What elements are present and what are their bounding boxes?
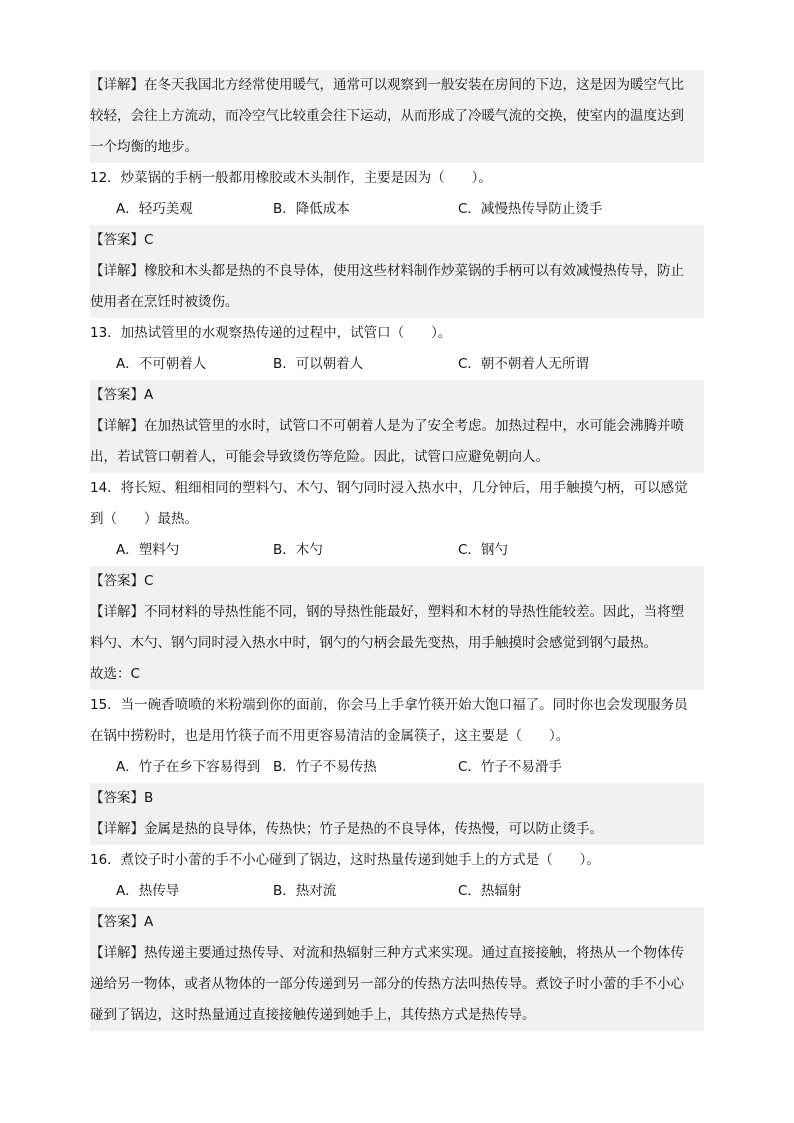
question-stem: 15．当一碗香喷喷的米粉端到你的面前，你会马上手拿竹筷开始大饱口福了。同时你也会发现服务员 [90,697,688,713]
question-12 [90,163,704,225]
options-row [90,349,704,380]
options-row [90,194,704,225]
text-line: 递给另一物体，或者从物体的一部分传递到另一部分的传热方法叫热传导。煮饺子时小蕾的手不小心 [90,976,684,992]
answer-block-12 [90,225,704,318]
option-c: C．竹子不易滑手 [458,759,562,775]
option-a: A．不可朝着人 [116,356,207,372]
option-a: A．竹子在乡下容易得到 [116,759,261,775]
option-b: B．可以朝着人 [273,356,364,372]
option-c: C．朝不朝着人无所谓 [458,356,589,372]
answer-line: 【答案】C [90,232,154,248]
text-line: 使用者在烹饪时被烫伤。 [90,294,239,310]
question-14 [90,473,704,566]
question-16 [90,845,704,907]
text-line: 【详解】在冬天我国北方经常使用暖气，通常可以观察到一般安装在房间的下边，这是因为暖空气比 [90,77,684,93]
question-stem: 16．煮饺子时小蕾的手不小心碰到了锅边，这时热量传递到她手上的方式是（ ）。 [90,852,600,868]
text-line: 故选：C [90,666,140,682]
text-line: 【详解】在加热试管里的水时，试管口不可朝着人是为了安全考虑。加热过程中，水可能会沸腾并喷 [90,418,684,434]
option-b: B．木勺 [273,542,323,558]
text-line: 碰到了锅边，这时热量通过直接接触传递到她手上，其传热方式是热传导。 [90,1007,536,1023]
option-b: B．降低成本 [273,201,350,217]
answer-block-15 [90,783,704,845]
text-line: 一个均衡的地步。 [90,139,198,155]
text-line: 较轻，会往上方流动，而冷空气比较重会往下运动，从而形成了冷暖气流的交换，使室内的温度达到 [90,108,684,124]
answer-block-14 [90,566,704,690]
answer-block-16 [90,907,704,1031]
explanation-block-11 [90,70,704,163]
question-stem: 在锅中捞粉时，也是用竹筷子而不用更容易清洁的金属筷子，这主要是（ ）。 [90,728,570,744]
answer-line: 【答案】C [90,573,154,589]
answer-block-13 [90,380,704,473]
text-line: 【详解】热传递主要通过热传导、对流和热辐射三种方式来实现。通过直接接触，将热从一个物体传 [90,945,684,961]
text-line: 【详解】橡胶和木头都是热的不良导体，使用这些材料制作炒菜锅的手柄可以有效减慢热传导，防止 [90,263,684,279]
answer-line: 【答案】A [90,387,154,403]
question-15 [90,690,704,783]
option-a: A．热传导 [116,883,180,899]
options-row [90,752,704,783]
option-c: C．减慢热传导防止烫手 [458,201,603,217]
option-b: B．竹子不易传热 [273,759,377,775]
text-line: 料勺、木勺、钢勺同时浸入热水中时，钢勺的勺柄会最先变热，用手触摸时会感觉到钢勺最热。 [90,635,657,651]
question-13 [90,318,704,380]
options-row [90,535,704,566]
text-line: 出，若试管口朝着人，可能会导致烫伤等危险。因此，试管口应避免朝向人。 [90,449,549,465]
question-stem: 13．加热试管里的水观察热传递的过程中，试管口（ ）。 [90,325,452,341]
option-c: C．钢勺 [458,542,508,558]
answer-line: 【答案】B [90,790,154,806]
option-a: A．轻巧美观 [116,201,193,217]
text-line: 【详解】不同材料的导热性能不同，钢的导热性能最好，塑料和木材的导热性能较差。因此，当将塑 [90,604,684,620]
option-c: C．热辐射 [458,883,522,899]
question-stem: 到（ ）最热。 [90,511,198,527]
options-row [90,876,704,907]
answer-line: 【答案】A [90,914,154,930]
option-a: A．塑料勺 [116,542,180,558]
document-page [90,70,704,1031]
question-stem: 12．炒菜锅的手柄一般都用橡胶或木头制作，主要是因为（ ）。 [90,170,492,186]
question-stem: 14．将长短、粗细相同的塑料勺、木勺、钢勺同时浸入热水中，几分钟后，用手触摸勺柄，可以感觉 [90,480,688,496]
text-line: 【详解】金属是热的良导体，传热快；竹子是热的不良导体，传热慢，可以防止烫手。 [90,821,603,837]
option-b: B．热对流 [273,883,337,899]
